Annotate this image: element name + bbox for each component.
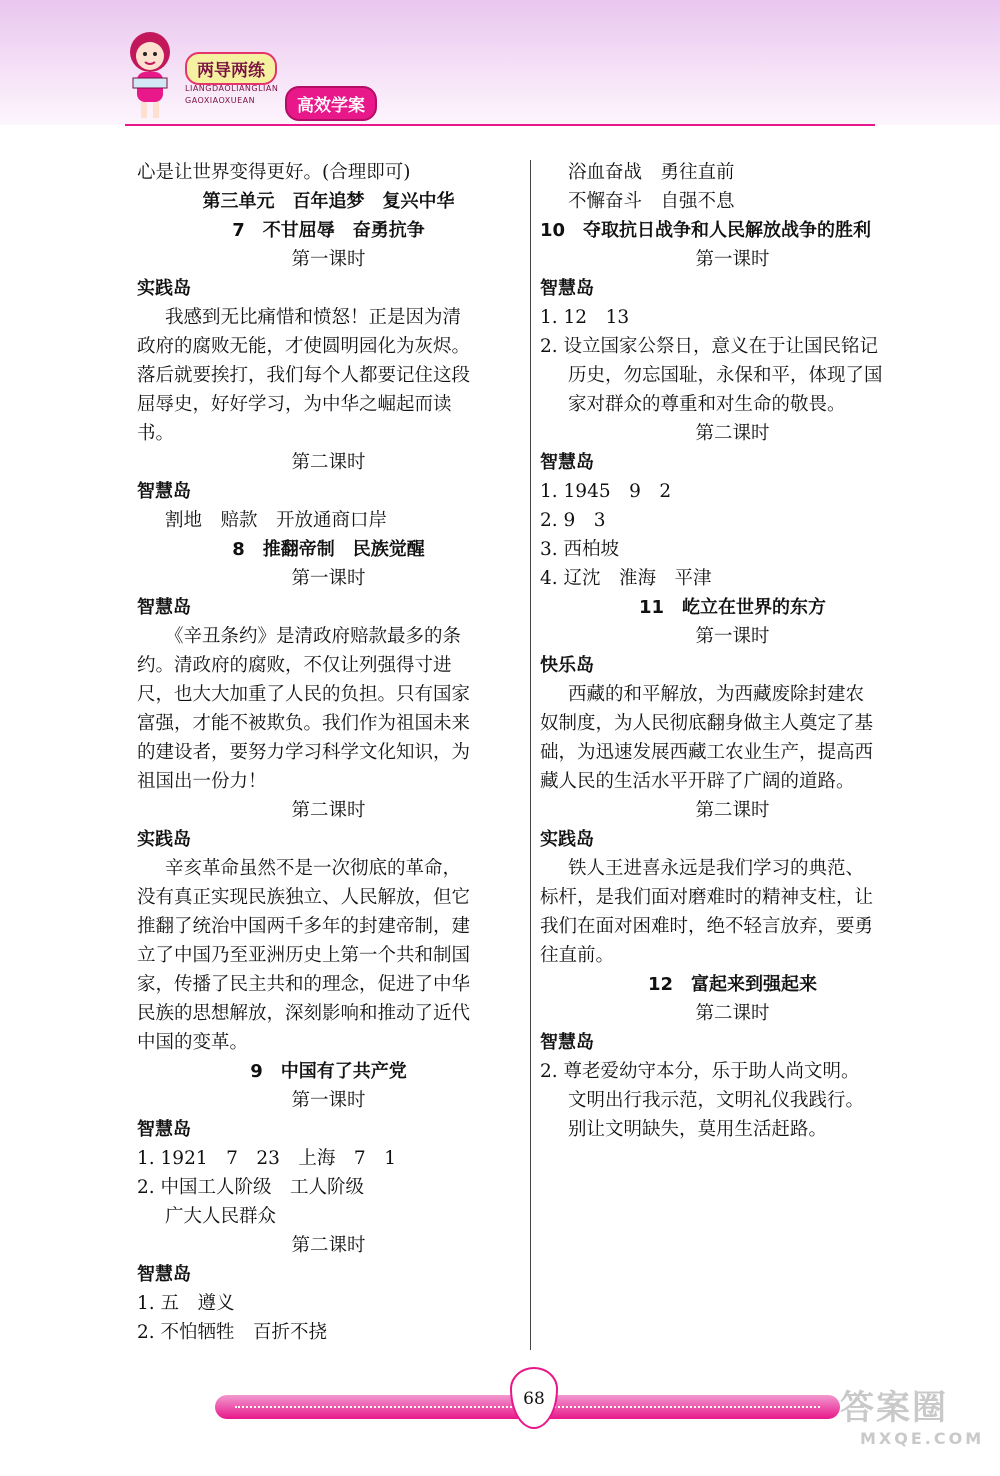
answer-line: 1. 五 遵义 [137,1293,235,1314]
header-rule [125,124,875,126]
text-line: 落后就要挨打，我们每个人都要记住这段 [137,365,471,386]
answer-line: 浴血奋战 勇往直前 [568,162,735,183]
text-line: 约。清政府的腐败，不仅让列强得寸进 [137,655,452,676]
period-title: 第二课时 [291,800,366,821]
text-line: 往直前。 [540,945,615,966]
period-title: 第二课时 [291,452,366,473]
watermark-url: MXQE.COM [860,1429,985,1448]
text-line: 中国的变革。 [137,1032,249,1053]
section-label: 智慧岛 [540,452,594,473]
answer-line: 2. 尊老爱幼守本分，乐于助人尚文明。 [540,1061,860,1082]
text-line: 书。 [137,423,175,444]
text-line: 标杆，是我们面对磨难时的精神支柱，让 [540,887,874,908]
text-line: 没有真正实现民族独立、人民解放，但它 [137,887,471,908]
answer-line: 广大人民群众 [165,1206,277,1227]
period-title: 第二课时 [291,1235,366,1256]
answer-line: 别让文明缺失，莫用生活赶路。 [568,1119,828,1140]
unit-title: 第三单元 百年追梦 复兴中华 [202,191,455,212]
text-line: 础，为迅速发展西藏工农业生产，提高西 [540,742,874,763]
watermark [840,1380,990,1460]
series-logo [115,22,415,122]
text-line: 奴制度，为人民彻底翻身做主人奠定了基 [540,713,874,734]
period-title: 第一课时 [695,626,770,647]
text-line: 立了中国乃至亚洲历史上第一个共和制国 [137,945,471,966]
period-title: 第二课时 [695,423,770,444]
period-title: 第一课时 [291,249,366,270]
answer-line: 不懈奋斗 自强不息 [568,191,735,212]
answer-line: 家对群众的尊重和对生命的敬畏。 [568,394,846,415]
text-line: 我们在面对困难时，绝不轻言放弃，要勇 [540,916,874,937]
text-line: 家，传播了民主共和的理念，促进了中华 [137,974,471,995]
girl-mascot-icon [115,22,185,122]
lesson-title: 10 夺取抗日战争和人民解放战争的胜利 [540,220,872,241]
answer-line: 4. 辽沈 淮海 平津 [540,568,712,589]
left-column [137,158,520,1347]
text-line: 铁人王进喜永远是我们学习的典范、 [568,858,865,879]
watermark-logo-text: 答案圈 [840,1388,948,1428]
answer-line: 1. 1945 9 2 [540,481,672,502]
text-line: 我感到无比痛惜和愤怒！正是因为清 [165,307,462,328]
period-title: 第一课时 [695,249,770,270]
answer-line: 2. 9 3 [540,510,606,531]
answer-line: 2. 不怕牺牲 百折不挠 [137,1322,328,1343]
right-column [540,158,925,1144]
answer-line: 1. 1921 7 23 上海 7 1 [137,1148,396,1169]
text-line: 《辛丑条约》是清政府赔款最多的条 [165,626,462,647]
brand-bottom-badge: 高效学案 [285,86,377,121]
page-number: 68 [523,1389,545,1409]
brand-pinyin-bottom: GAOXIAOXUEAN [185,96,256,105]
text-line: 尺，也大大加重了人民的负担。只有国家 [137,684,471,705]
answer-line: 2. 中国工人阶级 工人阶级 [137,1177,365,1198]
lesson-title: 9 中国有了共产党 [250,1061,407,1082]
text-line: 辛亥革命虽然不是一次彻底的革命， [165,858,462,879]
column-divider [530,160,531,1350]
section-label: 智慧岛 [137,481,191,502]
text-line: 民族的思想解放，深刻影响和推动了近代 [137,1003,471,1024]
answer-line: 文明出行我示范，文明礼仪我践行。 [568,1090,865,1111]
text-line: 祖国出一份力！ [137,771,267,792]
section-label: 实践岛 [540,829,594,850]
text-line: 藏人民的生活水平开辟了广阔的道路。 [540,771,855,792]
section-label: 智慧岛 [137,597,191,618]
lesson-title: 7 不甘屈辱 奋勇抗争 [232,220,425,241]
text-line: 割地 赔款 开放通商口岸 [165,510,388,531]
lesson-title: 12 富起来到强起来 [647,974,818,995]
text-line: 的建设者，要努力学习科学文化知识，为 [137,742,471,763]
answer-line: 2. 设立国家公祭日，意义在于让国民铭记 [540,336,879,357]
section-label: 智慧岛 [540,278,594,299]
text-line: 推翻了统治中国两千多年的封建帝制，建 [137,916,471,937]
section-label: 快乐岛 [540,655,594,676]
section-label: 智慧岛 [137,1264,191,1285]
answer-line: 3. 西柏坡 [540,539,620,560]
text-line: 屈辱史，好好学习，为中华之崛起而读 [137,394,452,415]
text-line: 政府的腐败无能，才使圆明园化为灰烬。 [137,336,471,357]
section-label: 智慧岛 [137,1119,191,1140]
period-title: 第二课时 [695,800,770,821]
lesson-title: 11 屹立在世界的东方 [638,597,827,618]
section-label: 实践岛 [137,278,191,299]
section-label: 实践岛 [137,829,191,850]
lesson-title: 8 推翻帝制 民族觉醒 [232,539,425,560]
brand-pinyin-top: LIANGDAOLIANGLIAN [185,84,279,93]
text-line: 富强，才能不被欺负。我们作为祖国未来 [137,713,471,734]
text-line: 心是让世界变得更好。(合理即可) [137,162,411,183]
period-title: 第一课时 [291,1090,366,1111]
text-line: 西藏的和平解放，为西藏废除封建农 [568,684,865,705]
section-label: 智慧岛 [540,1032,594,1053]
page-footer [215,1385,840,1415]
answer-line: 历史，勿忘国耻，永保和平，体现了国 [568,365,883,386]
period-title: 第二课时 [695,1003,770,1024]
period-title: 第一课时 [291,568,366,589]
answer-line: 1. 12 13 [540,307,630,328]
brand-top-badge: 两导两练 [185,52,277,85]
